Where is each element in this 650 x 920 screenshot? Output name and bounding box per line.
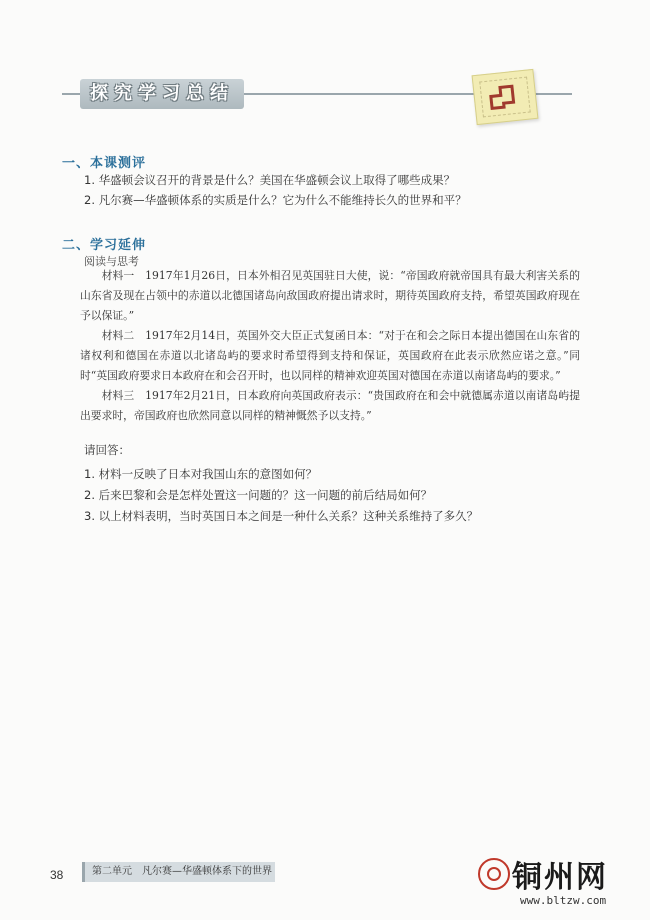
material-paragraph: 材料三 1917年2月21日，日本政府向英国政府表示：“贵国政府在和会中就德属赤道以南诸岛屿提出要求时，帝国政府也欣然同意以同样的精神慨然予以支持。” bbox=[80, 389, 580, 422]
answer-question: 1. 材料一反映了日本对我国山东的意图如何？ bbox=[84, 467, 318, 481]
answer-question: 3. 以上材料表明，当时英国日本之间是一种什么关系？这种关系维持了多久？ bbox=[84, 509, 479, 523]
seal-logo-icon bbox=[478, 858, 510, 890]
watermark-url: www.bltzw.com bbox=[520, 894, 607, 907]
page-number: 38 bbox=[50, 868, 64, 882]
banner-rule-right bbox=[530, 93, 572, 95]
question-item: 1. 华盛顿会议召开的背景是什么？美国在华盛顿会议上取得了哪些成果？ bbox=[84, 173, 456, 187]
watermark-logo: 铜州网 bbox=[512, 860, 608, 895]
page-title: 探究学习总结 bbox=[80, 79, 244, 109]
subheading-reading: 阅读与思考 bbox=[84, 255, 139, 268]
material-paragraph: 材料一 1917年1月26日，日本外相召见英国驻日大使，说：“帝国政府就帝国具有最大利害关系的山东省及现在占领中的赤道以北德国诸岛向敌国政府提出请求时，期待英国政府支持，希望英国政府现在予以保证。” bbox=[80, 269, 580, 322]
note-card-icon bbox=[472, 69, 539, 125]
material-paragraph: 材料二 1917年2月14日，英国外交大臣正式复函日本：“对于在和会之际日本提出德国在山东省的诸权利和德国在赤道以北诸岛屿的要求时希望得到支持和保证，英国政府在此表示欣然应诺之意。”同时“英国政府要求日本政府在和会召开时，也以同样的精神欢迎英国对德国在赤道以南诸岛屿的要求。” bbox=[80, 329, 580, 382]
section-heading-extension: 二、学习延伸 bbox=[62, 238, 147, 253]
answer-prompt: 请回答： bbox=[84, 443, 130, 457]
answer-question: 2. 后来巴黎和会是怎样处置这一问题的？这一问题的前后结局如何？ bbox=[84, 488, 433, 502]
question-item: 2. 凡尔赛—华盛顿体系的实质是什么？它为什么不能维持长久的世界和平？ bbox=[84, 193, 467, 207]
footer-unit-text: 第二单元 凡尔赛—华盛顿体系下的世界 bbox=[92, 866, 272, 877]
section-heading-assessment: 一、本课测评 bbox=[62, 156, 147, 171]
